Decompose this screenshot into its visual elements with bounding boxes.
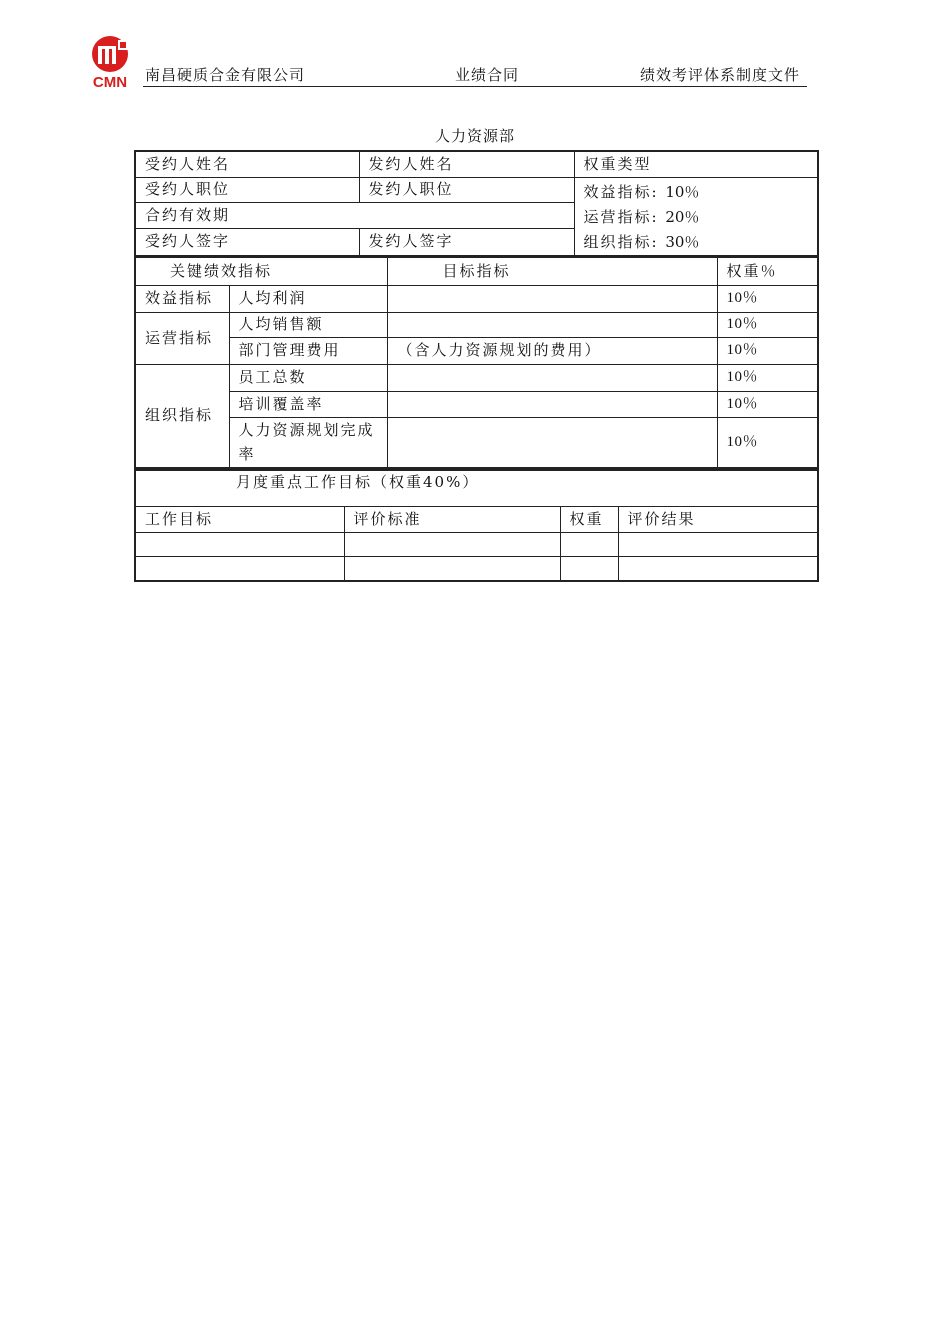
monthly-row: [135, 532, 818, 556]
weight-breakdown: [574, 177, 818, 256]
monthly-weight-cell[interactable]: [560, 532, 618, 556]
kpi-category: 运营指标: [135, 312, 229, 364]
kpi-category: 组织指标: [135, 364, 229, 468]
company-name: 南昌硬质合金有限公司: [145, 66, 306, 84]
kpi-header-indicator: 关键绩效指标: [135, 257, 387, 285]
monthly-row: [135, 556, 818, 581]
monthly-header-goal: 工作目标: [135, 506, 344, 532]
recipient-name-label: 受约人姓名: [135, 151, 359, 177]
issuer-sign-label: 发约人签字: [359, 229, 574, 256]
kpi-row: [135, 312, 818, 337]
kpi-name: 人均销售额: [229, 312, 387, 337]
cmn-logo: [84, 34, 136, 90]
monthly-criteria-cell[interactable]: [344, 532, 560, 556]
monthly-goal-cell[interactable]: [135, 556, 344, 581]
kpi-row: [135, 391, 818, 417]
department-title: 人力资源部: [434, 127, 515, 145]
kpi-weight: 10％: [717, 364, 818, 391]
doc-series: 绩效考评体系制度文件: [640, 66, 801, 84]
kpi-target: [387, 417, 717, 468]
kpi-name: 员工总数: [229, 364, 387, 391]
kpi-weight: 10％: [717, 391, 818, 417]
kpi-name: 部门管理费用: [229, 337, 387, 364]
recipient-position-label: 受约人职位: [135, 177, 359, 202]
kpi-weight: 10％: [717, 337, 818, 364]
kpi-target: [387, 391, 717, 417]
weight-type-label: 权重类型: [574, 151, 818, 177]
kpi-target: （含人力资源规划的费用）: [387, 337, 717, 364]
kpi-row: [135, 417, 818, 468]
kpi-header-target: 目标指标: [387, 257, 717, 285]
recipient-sign-label: 受约人签字: [135, 229, 359, 256]
kpi-row: [135, 337, 818, 364]
doc-type: 业绩合同: [455, 66, 520, 84]
validity-label: 合约有效期: [135, 202, 574, 229]
weight-organization: 组织指标: 30％: [583, 232, 700, 251]
logo-text: CMN: [92, 74, 128, 90]
kpi-table: [134, 256, 819, 469]
kpi-name: 培训覆盖率: [229, 391, 387, 417]
kpi-target: [387, 285, 717, 312]
monthly-criteria-cell[interactable]: [344, 556, 560, 581]
kpi-target: [387, 312, 717, 337]
monthly-goal-cell[interactable]: [135, 532, 344, 556]
contract-info-table: [134, 150, 819, 257]
monthly-header-criteria: 评价标准: [344, 506, 560, 532]
weight-benefit: 效益指标: 10％: [583, 182, 700, 201]
monthly-weight-cell[interactable]: [560, 556, 618, 581]
weight-operation: 运营指标: 20％: [583, 207, 700, 226]
header-divider: [143, 86, 807, 87]
monthly-title: 月度重点工作目标（权重40%）: [135, 470, 818, 506]
monthly-header-result: 评价结果: [618, 506, 818, 532]
kpi-row: [135, 364, 818, 391]
monthly-header-weight: 权重: [560, 506, 618, 532]
kpi-row: [135, 285, 818, 312]
kpi-weight: 10％: [717, 417, 818, 468]
kpi-name: 人均利润: [229, 285, 387, 312]
monthly-goals-table: [134, 469, 819, 582]
kpi-name: 人力资源规划完成率: [229, 417, 387, 468]
kpi-category: 效益指标: [135, 285, 229, 312]
issuer-name-label: 发约人姓名: [359, 151, 574, 177]
kpi-header-weight: 权重％: [717, 257, 818, 285]
monthly-result-cell[interactable]: [618, 556, 818, 581]
monthly-result-cell[interactable]: [618, 532, 818, 556]
issuer-position-label: 发约人职位: [359, 177, 574, 202]
kpi-target: [387, 364, 717, 391]
kpi-weight: 10％: [717, 312, 818, 337]
kpi-weight: 10％: [717, 285, 818, 312]
